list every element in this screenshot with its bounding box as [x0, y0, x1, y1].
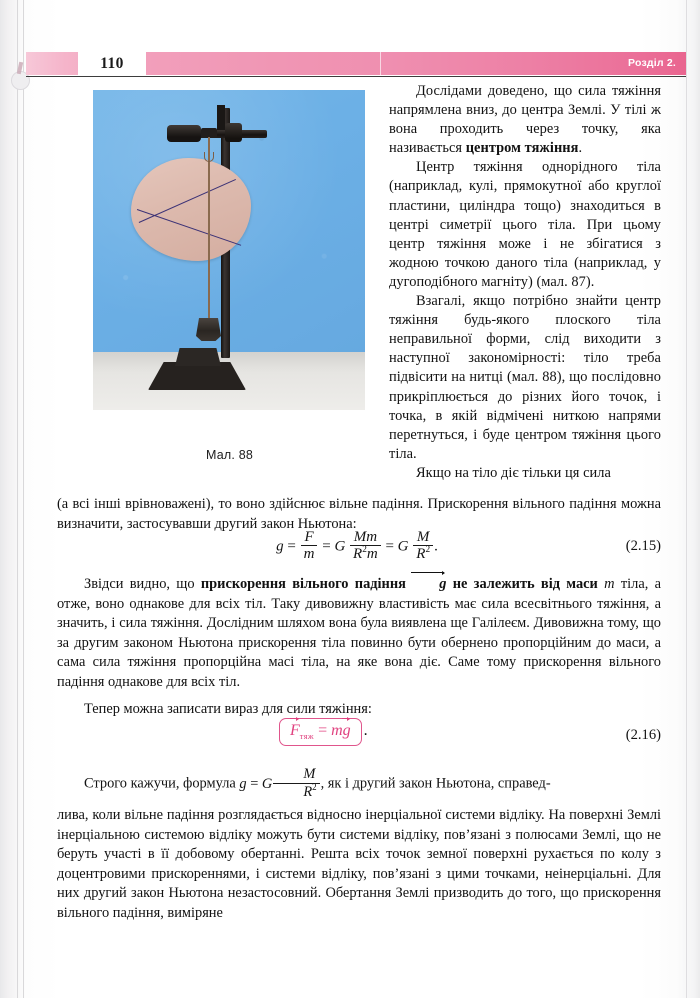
eq215-frac-F-over-m [301, 529, 318, 563]
eq215-denominator-R2m [350, 545, 381, 563]
inline-g: g [239, 775, 247, 792]
plumb-line-string [208, 137, 210, 322]
run-bold-acceleration: прискорення вільного падіння [200, 576, 413, 592]
paragraph-free-fall-continued: (а всі інші врівноважені), то воно здійснює вільне падіння. Прискорення вільного падіння можна визначити, застосувавши другий закон Ньютона: [57, 496, 661, 532]
inline-frac-M-over-R2 [273, 767, 319, 800]
equation-2-16-box [279, 718, 362, 746]
eq215-numerator-Mm: Mm [353, 529, 378, 546]
header-band-divider [380, 52, 381, 75]
eq216-m: m [331, 722, 343, 739]
body-block-g-independent-of-mass [57, 575, 661, 693]
paragraph-expression-lead: Тепер можна записати вираз для сили тяжіння: [84, 701, 372, 717]
stand-base-icon [148, 362, 246, 390]
plumb-bob-weight [196, 318, 221, 341]
eq215-den-R: R [353, 546, 363, 563]
inline-den-R2 [273, 783, 319, 800]
body-block-strictly-speaking [57, 768, 661, 801]
header-horizontal-rule [26, 76, 686, 77]
right-text-column [389, 82, 661, 483]
run-lead-strictly: Строго кажучи, формула [84, 775, 240, 792]
inline-equation-g-eq-GM-over-R2 [239, 766, 320, 800]
eq216-g-vector: g [342, 722, 351, 739]
binding-edge-line-left-inner [23, 0, 24, 998]
inline-equals: = [250, 775, 259, 792]
eq215-den2-R-exponent: 2 [425, 545, 431, 556]
experiment-photograph [93, 90, 365, 410]
eq215-numerator-F: F [304, 529, 314, 546]
equation-2-16-number: (2.16) [625, 727, 661, 743]
run-text: Дослідами доведено, що сила тяжіння напрямлена вниз, до центра Землі. У тілі ж вона проходить через точку, яка називається [389, 83, 661, 157]
paragraph-free-fall-lead: Якщо на тіло діє тільки ця сила [416, 464, 611, 481]
binding-edge-line-right [686, 0, 687, 998]
stand-clamp-tertiary-icon [225, 123, 242, 142]
figure-caption: Мал. 88 [205, 448, 254, 462]
eq216-period: . [363, 722, 368, 739]
figure-mal-88 [89, 87, 370, 412]
body-block-expression-lead [57, 700, 661, 720]
stand-foot-icon [175, 348, 221, 366]
equation-2-16-boxwrap [279, 718, 368, 746]
paragraph-intro-gravity-direction [389, 82, 661, 158]
eq215-den-R-exponent: 2 [362, 545, 367, 556]
eq215-den2-R: R [416, 546, 426, 563]
run-lead: Звідси видно, що [84, 576, 201, 592]
run-period: . [578, 140, 583, 157]
equation-2-15-number: (2.15) [625, 538, 661, 554]
chapter-label: Розділ 2. [628, 57, 676, 69]
eq215-den-m: m [366, 546, 378, 563]
eq215-denominator-m: m [301, 545, 318, 563]
inline-G: G [261, 775, 273, 792]
eq215-equals-2: = [322, 538, 331, 555]
eq215-numerator-M: M [416, 529, 430, 546]
eq216-equals: = [318, 722, 328, 739]
body-block-reference-frames [57, 806, 661, 924]
eq215-equals-1: = [287, 538, 296, 555]
page-number: 110 [100, 55, 124, 72]
eq215-frac-M-over-R2 [413, 529, 433, 563]
run-rest: тіла, а отже, воно однакове для всіх тіл. Таку дивовижну властивість має сила всесвітнього тяжіння, а значить, і сила тяжіння. Дослідним шляхом вона була виявлена ще Галілеєм. Дивовижна тому, що за другим законом Ньютона прискорення тіла повинно бути обернено пропорційним до маси, а сама сила тяжіння пропорційна масі тіла, на яке вона діє. Саме тому прискорення вільного падіння однакове для всіх тіл. [57, 576, 661, 690]
paragraph-finding-center-method: Взагалі, якщо потрібно знайти центр тяжіння будь-якого плоского тіла неправильної форми, слід виходити з наступної закономірності: тіло треба підвісити на нитці (мал. 88), що послідовно прикріплюється до різних його точок, і точка, в якій відмічені ниткою напрями перетнуться, і буде центром тяжіння цього тіла. [389, 293, 661, 462]
inline-num-M: M [303, 766, 316, 783]
stand-clamp-icon [167, 125, 201, 142]
eq215-G-1: G [334, 538, 346, 555]
run-tail-strictly: , як і другий закон Ньютона, справед- [320, 775, 551, 792]
eq215-G-2: G [397, 538, 409, 555]
paragraph-uniform-body-center: Центр тяжіння однорідного тіла (наприклад, кулі, прямокутної або круглої пластини, циліндра тощо) знаходиться в центрі симетрії цього тіла. При цьому центр тяжіння може і не збігатися з жодною точкою даного тіла (наприклад, у дугоподібного магніту) (мал. 87). [389, 159, 661, 290]
inline-italic-m: m [604, 576, 615, 592]
paragraph-reference-frames: лива, коли вільне падіння розглядається відносно інерціальної системи відліку. На поверхні Землі інерціальною системою відліку можуть бути системи відліку, пов’язані з полюсами Землі, що не беруть участі в її добовому обертанні. Решта всіх точок земної поверхні рухається по колу з доцентровими прискореннями, і системи відліку, пов’язані з цими точками, неінерціальні. Для них другий закон Ньютона незастосовний. Обертання Землі призводить до того, що прискорення вільного падіння, виміряне [57, 807, 661, 921]
eq215-g: g [276, 538, 284, 555]
inline-den-R-exponent: 2 [312, 781, 317, 792]
eq215-frac-Mm-over-R2m [350, 529, 381, 563]
paragraph-strictly-speaking [57, 768, 661, 801]
eq216-subscript-tyazh: тяж [299, 732, 315, 742]
binding-edge-line-left-outer [17, 0, 18, 998]
run-bold-not-depend: не залежить від маси [446, 576, 598, 592]
inline-den-R: R [303, 783, 313, 800]
term-center-of-gravity: центром тяжіння [465, 140, 579, 157]
eq215-period: . [434, 538, 438, 555]
page-header [26, 52, 686, 75]
inline-vector-g: g [412, 575, 446, 595]
irregular-plate-shape [131, 158, 251, 261]
paragraph-g-independent [57, 575, 661, 693]
eq216-F-vector: F [290, 722, 300, 739]
eq215-equals-3: = [385, 538, 394, 555]
equation-2-15-body [207, 530, 507, 564]
plumb-hook-icon [204, 152, 214, 162]
eq215-denominator-R2 [413, 545, 433, 563]
equation-2-16 [57, 718, 661, 758]
